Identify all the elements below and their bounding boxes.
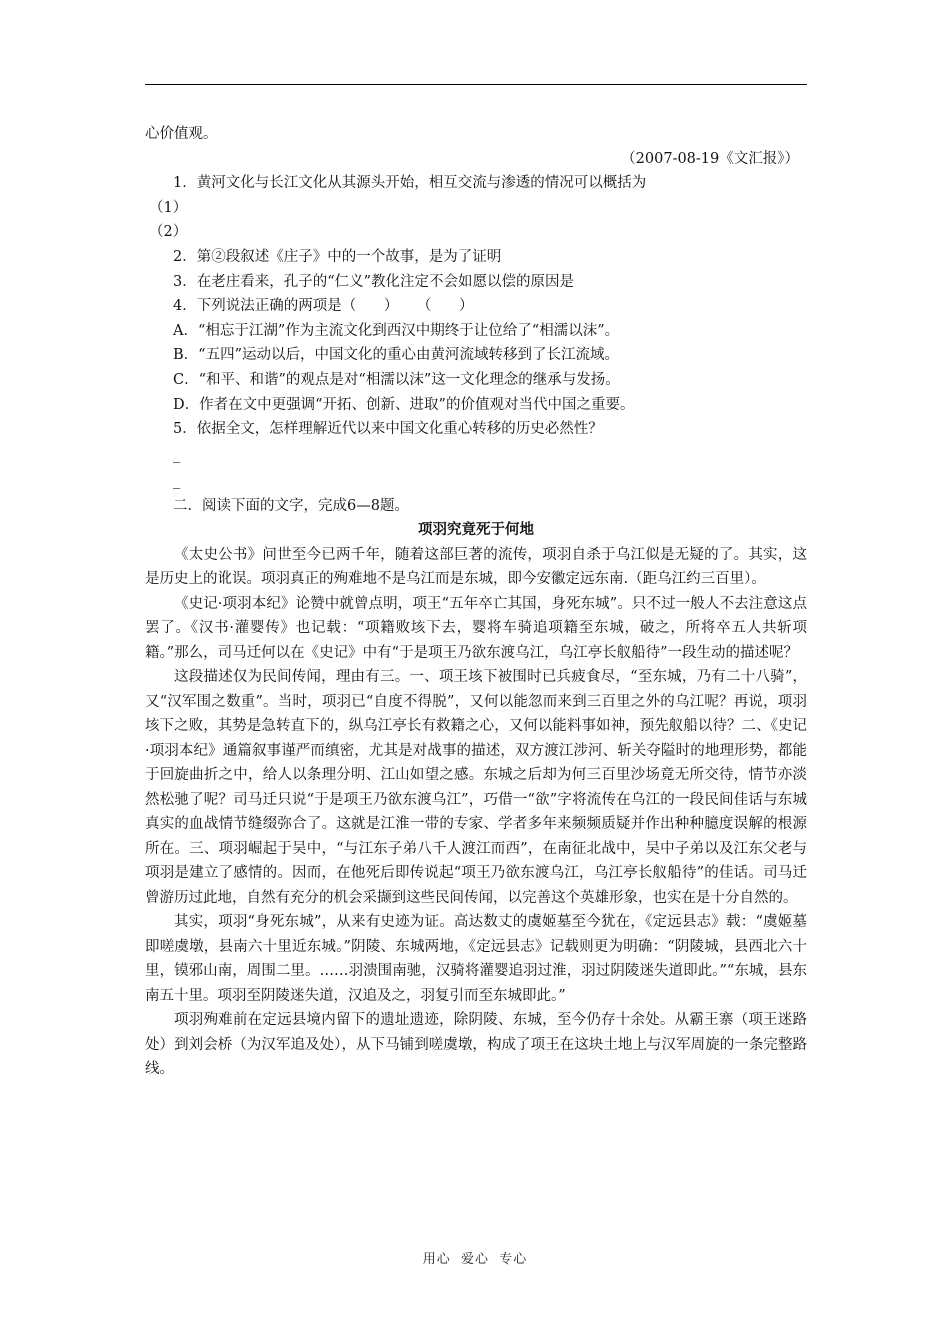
document-body: [145, 122, 807, 1082]
header-rule: [145, 84, 807, 85]
answer-blank-1: （1）: [149, 199, 188, 216]
question-2: 2．第②段叙述《庄子》中的一个故事，是为了证明: [173, 248, 502, 265]
option-d: D．作者在文中更强调“开拓、创新、进取”的价值观对当代中国之重要。: [173, 396, 635, 413]
article-title: 项羽究竟死于何地: [418, 521, 534, 539]
question-5: 5．依据全文，怎样理解近代以来中国文化重心转移的历史必然性？: [173, 421, 603, 438]
page-footer: 用心 爱心 专心: [422, 1252, 528, 1267]
source-citation: （2007-08-19《文汇报》）: [621, 150, 799, 167]
paragraph-1: 《太史公书》问世至今已两千年，随着这部巨著的流传，项羽自杀于乌江似是无疑的了。其实，这是历史上的讹误。项羽真正的殉难地不是乌江而是东城，即今安徽定远东南.（距乌江约三百里）。: [145, 546, 807, 588]
question-1: 1．黄河文化与长江文化从其源头开始，相互交流与渗透的情况可以概括为: [173, 175, 647, 192]
question-3: 3．在老庄看来，孔子的“仁义”教化注定不会如愿以偿的原因是: [173, 273, 575, 290]
paragraph-3: 这段描述仅为民间传闻，理由有三。一、项王垓下被围时已兵疲食尽，“至东城，乃有二十八骑”，又“汉军围之数重”。当时，项羽已“自度不得脱”，又何以能忽而来到三百里之外的乌江呢？再说，项羽垓下之败，其势是急转直下的，纵乌江亭长有救籍之心，又何以能料事如神，预先舣船以待？二、《史记·项羽本纪》通篇叙事谨严而缜密，尤其是对战事的描述，双方渡江涉河、斩关夺隘时的地理形势，都能于回旋曲折之中，给人以条理分明、江山如望之感。东城之后却为何三百里沙场竟无所交待，情节亦淡然松驰了呢？司马迁只说“于是项王乃欲东渡乌江”，巧借一“欲”字将流传在乌江的一段民间佳话与东城真实的血战情节缝缀弥合了。这就是江淮一带的专家、学者多年来频频质疑并作出种种臆度误解的根源所在。三、项羽崛起于吴中，“与江东子弟八千人渡江而西”，在南征北战中，吴中子弟以及江东父老与项羽是建立了感情的。因而，在他死后即传说起“项王乃欲东渡乌江，乌江亭长舣船待”的佳话。司马迁曾游历过此地，自然有充分的机会采撷到这些民间传闻，以完善这个英雄形象，也实在是十分自然的。: [145, 669, 807, 906]
paragraph-5: 项羽殉难前在定远县境内留下的遗址遗迹，除阴陵、东城，至今仍存十余处。从霸王寨（项王迷路处）到刘会桥（为汉军追及处），从下马铺到嗟虞墩，构成了项王在这块土地上与汉军周旋的一条完整路线。: [145, 1012, 807, 1078]
text-line: 心价值观。: [145, 126, 218, 142]
paragraph-2: 《史记·项羽本纪》论赞中就曾点明，项王“五年卒亡其国，身死东城”。只不过一般人不去注意这点罢了。《汉书·灌婴传》也记载：“项籍败垓下去，婴将车骑追项籍至东城，破之，所将卒五人共斩项籍。”那么，司马迁何以在《史记》中有“于是项王乃欲东渡乌江，乌江亭长舣船待”一段生动的描述呢？: [145, 595, 807, 661]
answer-line-1: _: [173, 446, 181, 463]
option-b: B．“五四”运动以后，中国文化的重心由黄河流域转移到了长江流域。: [173, 347, 619, 364]
option-c: C．“和平、和谐”的观点是对“相濡以沫”这一文化理念的继承与发扬。: [173, 371, 620, 388]
option-a: A．“相忘于江湖”作为主流文化到西汉中期终于让位给了“相濡以沫”。: [173, 322, 620, 339]
answer-blank-2: （2）: [149, 224, 188, 241]
answer-line-2: _: [173, 472, 181, 489]
question-4: 4．下列说法正确的两项是（ ） （ ）: [173, 298, 474, 315]
section-2-heading: 二．阅读下面的文字，完成6—8题。: [173, 497, 409, 514]
paragraph-4: 其实，项羽“身死东城”，从来有史迹为证。高达数丈的虞姬墓至今犹在，《定远县志》载：“虞姬墓即嗟虞墩，县南六十里近东城。”阴陵、东城两地，《定远县志》记载则更为明确：“阴陵城，县西北六十里，镆邪山南，周围二里。……羽溃围南驰，汉骑将灌婴追羽过淮，羽过阴陵迷失道即此。”“东城，县东南五十里。项羽至阴陵迷失道，汉追及之，羽复引而至东城即此。”: [145, 914, 807, 1004]
